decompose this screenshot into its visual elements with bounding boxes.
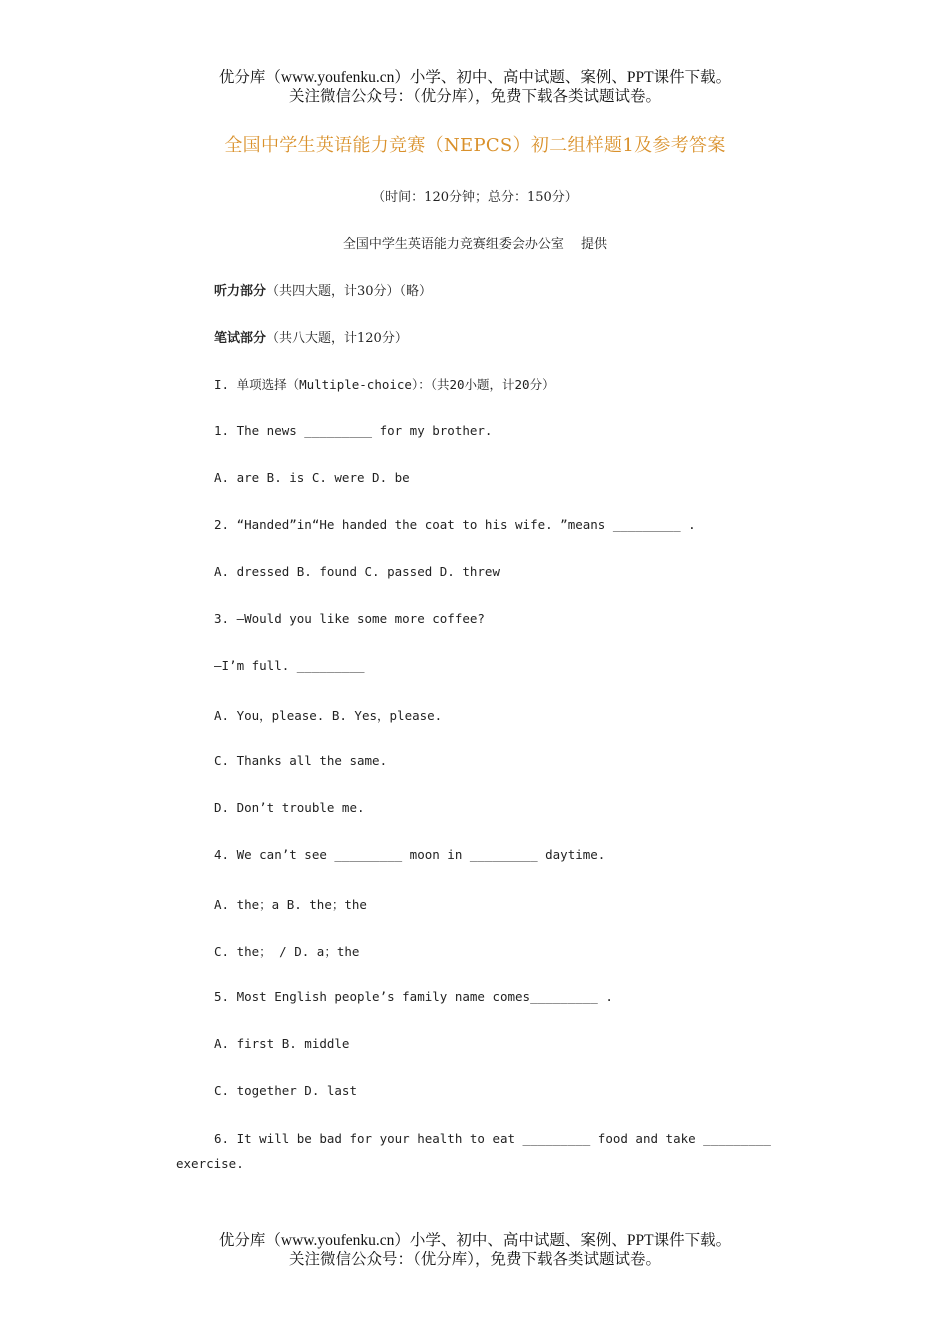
page-header: [0, 68, 950, 106]
document-title: 全国中学生英语能力竞赛（NEPCS）初二组样题1及参考答案: [224, 135, 726, 156]
time-info: （时间：120分钟；总分：150分）: [372, 190, 578, 205]
answer-options: A. You，please. B. Yes，please.: [214, 708, 443, 723]
listening-section: [214, 280, 432, 299]
question-text: —I’m full. _________: [214, 658, 365, 673]
answer-options: C. together D. last: [214, 1083, 357, 1098]
question-text: 2. “Handed”in“He handed the coat to his wife. ”means _________ .: [214, 517, 696, 532]
written-info: （共八大题，计120分）: [266, 331, 408, 346]
footer-line-2: 关注微信公众号：（优分库），免费下载各类试题试卷。: [288, 1251, 661, 1268]
answer-options: A. dressed B. found C. passed D. threw: [214, 564, 500, 579]
page-footer: [0, 1231, 950, 1269]
answer-options: C. Thanks all the same.: [214, 753, 388, 768]
footer-line-1: 优分库（www.youfenku.cn）小学、初中、高中试题、案例、PPT课件下载。: [218, 1232, 732, 1249]
listening-label: 听力部分: [214, 284, 267, 299]
written-label: 笔试部分: [214, 331, 267, 346]
written-section: [214, 327, 408, 346]
listening-info: （共四大题，计30分）（略）: [266, 284, 433, 299]
question-6-line-1: 6. It will be bad for your health to eat _________ food and take _________: [214, 1131, 771, 1146]
answer-options: A. first B. middle: [214, 1036, 350, 1051]
question-text: 3. —Would you like some more coffee?: [214, 611, 485, 626]
answer-options: D. Don’t trouble me.: [214, 800, 365, 815]
header-line-1: 优分库（www.youfenku.cn）小学、初中、高中试题、案例、PPT课件下载。: [218, 69, 732, 86]
question-text: 4. We can’t see _________ moon in _________ daytime.: [214, 847, 606, 862]
question-text: 5. Most English people’s family name comes_________ .: [214, 989, 613, 1004]
part-heading: I. 单项选择（Multiple-choice）：（共20小题，计20分）: [214, 377, 555, 392]
question-6: [176, 1126, 771, 1176]
header-line-2: 关注微信公众号：（优分库），免费下载各类试题试卷。: [288, 88, 661, 105]
question-6-line-2: exercise.: [176, 1156, 244, 1171]
provider-line: 全国中学生英语能力竞赛组委会办公室 提供: [342, 237, 608, 252]
answer-options: A. are B. is C. were D. be: [214, 470, 410, 485]
question-text: 1. The news _________ for my brother.: [214, 423, 493, 438]
answer-options: A. the；a B. the；the: [214, 897, 367, 912]
answer-options: C. the； / D. a；the: [214, 944, 360, 959]
